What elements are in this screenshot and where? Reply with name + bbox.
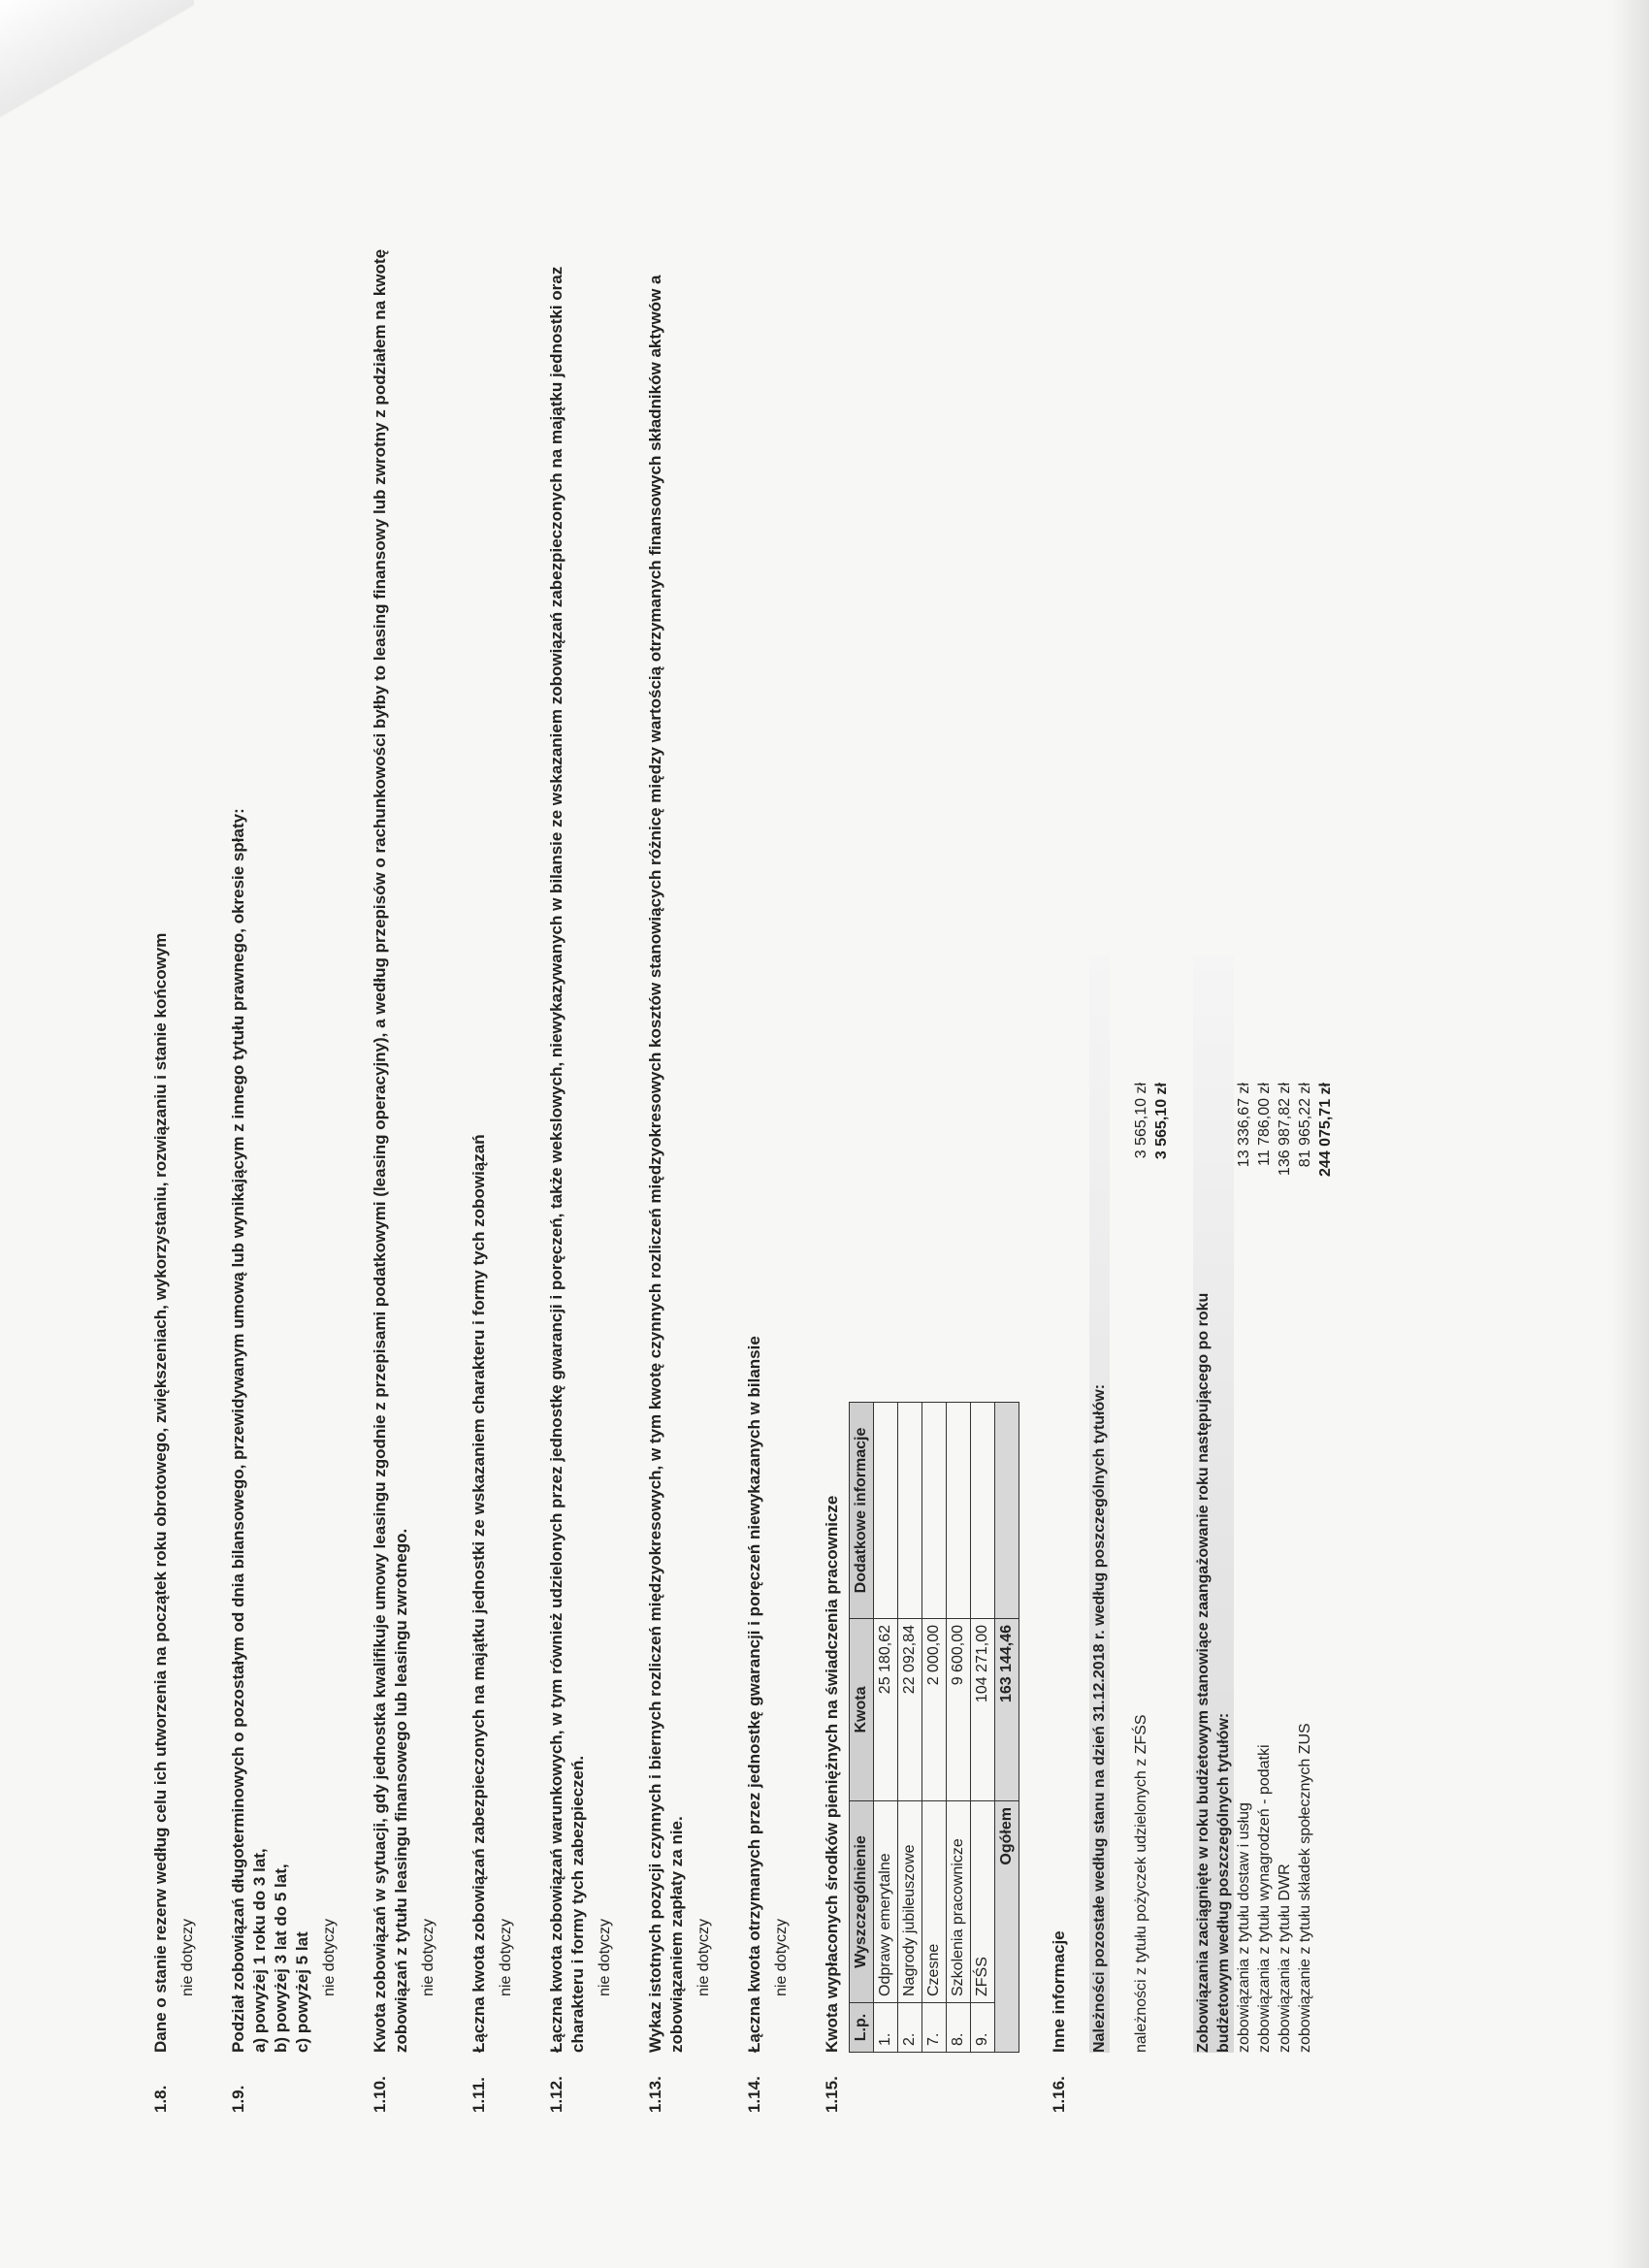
section-1-14 bbox=[744, 211, 792, 2113]
cell-amount: 22 092,84 bbox=[898, 1619, 922, 1801]
table-row bbox=[922, 1403, 947, 2053]
cell-item: Czesne bbox=[922, 1801, 947, 2003]
employee-benefits-table bbox=[849, 1402, 1019, 2053]
receivables-value: 3 565,10 zł bbox=[1133, 1083, 1149, 1159]
section-number: 1.12. bbox=[547, 2076, 566, 2113]
option-c: c) powyżej 5 lat bbox=[293, 1931, 311, 2053]
section-1-12 bbox=[546, 211, 616, 2113]
cell-lp: 9. bbox=[971, 2003, 995, 2053]
liabilities-header-text-1: Zobowiązania zaciągnięte w roku budżetowym stanowiące zaangażowanie roku następującego po roku bbox=[1195, 1292, 1212, 2053]
receivables-total-row bbox=[1151, 956, 1172, 2053]
section-title: Kwota wypłaconych środków pieniężnych na świadczenia pracownicze bbox=[823, 1495, 841, 2053]
section-1-15 bbox=[822, 211, 1019, 2113]
liability-label: zobowiązanie z tytułu składek społecznych ZUS bbox=[1297, 1723, 1313, 2053]
liabilities-header-line-2 bbox=[1213, 956, 1234, 2053]
table-row bbox=[971, 1403, 995, 2053]
section-title: Dane o stanie rezerw według celu ich utworzenia na początek roku obrotowego, zwiększeniach, wykorzystaniu, rozwiązaniu i stanie końcowym bbox=[151, 932, 170, 2053]
table-total-row bbox=[995, 1403, 1019, 2053]
section-1-10 bbox=[370, 211, 439, 2113]
section-title: Podział zobowiązań długoterminowych o pozostałym od dnia bilansowego, przewidywanym umową lub wynikającym z innego tytułu prawnego, okresie spłaty: bbox=[229, 808, 247, 2053]
not-applicable-note: nie dotyczy bbox=[179, 1918, 196, 1996]
cell-lp: 8. bbox=[947, 2003, 971, 2053]
liability-value: 136 987,82 zł bbox=[1277, 1083, 1293, 1177]
section-number: 1.8. bbox=[151, 2085, 170, 2113]
col-header-notes: Dodatkowe informacje bbox=[850, 1403, 874, 1619]
section-title: Wykaz istotnych pozycji czynnych i biernych rozliczeń międzyokresowych, w tym kwotę czynnych rozliczeń międzyokresowych kosztów stanowiących różnicę między wartością otrzymanych finansowych składników aktywów a zobowiązaniem zapłaty za nie. bbox=[646, 275, 686, 2053]
section-title: Inne informacje bbox=[1050, 1930, 1068, 2053]
section-number: 1.11. bbox=[469, 2077, 488, 2113]
col-header-amount: Kwota bbox=[850, 1619, 874, 1801]
cell-amount: 2 000,00 bbox=[922, 1619, 947, 1801]
section-1-11 bbox=[469, 211, 517, 2113]
liability-row bbox=[1254, 956, 1275, 2053]
total-label: Ogółem bbox=[995, 1801, 1019, 2053]
cell-item: Szkolenia pracownicze bbox=[947, 1801, 971, 2003]
table-row bbox=[874, 1403, 898, 2053]
receivables-header-text: Należności pozostałe według stanu na dzień 31.12.2018 r. według poszczególnych tytułów: bbox=[1091, 1383, 1108, 2053]
section-number: 1.9. bbox=[229, 2085, 247, 2113]
not-applicable-note: nie dotyczy bbox=[498, 1918, 514, 1996]
liability-row bbox=[1234, 956, 1254, 2053]
liability-row bbox=[1295, 956, 1315, 2053]
section-1-8 bbox=[150, 211, 199, 2113]
section-title: Łączna kwota zobowiązań zabezpieczonych na majątku jednostki ze wskazaniem charakteru i formy tych zobowiązań bbox=[469, 1134, 488, 2053]
option-a: a) powyżej 1 roku do 3 lat, bbox=[250, 1848, 269, 2053]
section-1-16 bbox=[1049, 211, 1336, 2113]
section-1-9 bbox=[228, 211, 340, 2113]
cell-notes bbox=[947, 1403, 971, 1619]
table-header-row bbox=[850, 1403, 874, 2053]
liability-value: 11 786,00 zł bbox=[1256, 1083, 1273, 1166]
cell-amount: 104 271,00 bbox=[971, 1619, 995, 1801]
option-b: b) powyżej 3 lat do 5 lat, bbox=[272, 1863, 290, 2053]
section-number: 1.14. bbox=[745, 2076, 763, 2113]
liabilities-total: 244 075,71 zł bbox=[1317, 1083, 1334, 1177]
liability-label: zobowiązania z tytułu wynagrodzeń - podatki bbox=[1256, 1744, 1273, 2053]
cell-amount: 25 180,62 bbox=[874, 1619, 898, 1801]
liability-value: 13 336,67 zł bbox=[1236, 1083, 1252, 1168]
section-title: Łączna kwota otrzymanych przez jednostkę gwarancji i poręczeń niewykazanych w bilansie bbox=[745, 1336, 763, 2053]
liability-value: 81 965,22 zł bbox=[1297, 1083, 1313, 1168]
not-applicable-note: nie dotyczy bbox=[773, 1918, 790, 1996]
receivables-total: 3 565,10 zł bbox=[1153, 1083, 1170, 1160]
liabilities-header-text-2: budżetowym według poszczególnych tytułów: bbox=[1215, 1712, 1232, 2053]
cell-amount: 9 600,00 bbox=[947, 1619, 971, 1801]
cell-notes bbox=[898, 1403, 922, 1619]
liability-label: zobowiązania z tytułu dostaw i usług bbox=[1236, 1802, 1252, 2053]
liability-row bbox=[1275, 956, 1295, 2053]
section-title: Kwota zobowiązań w sytuacji, gdy jednostka kwalifikuje umowy leasingu zgodnie z przepisami podatkowymi (leasing operacyjny), a według przepisów o rachunkowości byłby to leasing finansowy lub zwrotny z podziałem na kwotę zobowiązań z tytułu leasingu finansowego lub leasingu zwrotnego. bbox=[371, 248, 410, 2053]
total-notes bbox=[995, 1403, 1019, 1619]
section-number: 1.15. bbox=[823, 2076, 841, 2113]
receivables-header bbox=[1089, 956, 1110, 2053]
section-number: 1.16. bbox=[1050, 2076, 1068, 2113]
section-number: 1.10. bbox=[371, 2076, 389, 2113]
receivables-label: należności z tytułu pożyczek udzielonych z ZFŚS bbox=[1133, 1714, 1149, 2053]
not-applicable-note: nie dotyczy bbox=[420, 1918, 436, 1996]
total-amount: 163 144,46 bbox=[995, 1619, 1019, 1801]
liabilities-header-line-1 bbox=[1193, 956, 1213, 2053]
other-info-box bbox=[1089, 956, 1336, 2053]
section-number: 1.13. bbox=[646, 2076, 664, 2113]
col-header-lp: L.p. bbox=[850, 2003, 874, 2053]
col-header-item: Wyszczególnienie bbox=[850, 1801, 874, 2003]
liabilities-total-row bbox=[1315, 956, 1336, 2053]
document-body bbox=[150, 211, 1365, 2113]
cell-lp: 2. bbox=[898, 2003, 922, 2053]
cell-item: ZFŚS bbox=[971, 1801, 995, 2003]
table-row bbox=[947, 1403, 971, 2053]
cell-notes bbox=[922, 1403, 947, 1619]
not-applicable-note: nie dotyczy bbox=[597, 1918, 613, 1996]
cell-item: Odprawy emerytalne bbox=[874, 1801, 898, 2003]
table-row bbox=[898, 1403, 922, 2053]
not-applicable-note: nie dotyczy bbox=[695, 1918, 712, 1996]
liability-label: zobowiązania z tytułu DWR bbox=[1277, 1863, 1293, 2053]
cell-item: Nagrody jubileuszowe bbox=[898, 1801, 922, 2003]
cell-notes bbox=[874, 1403, 898, 1619]
cell-lp: 7. bbox=[922, 2003, 947, 2053]
receivables-row bbox=[1131, 956, 1151, 2053]
section-title: Łączna kwota zobowiązań warunkowych, w tym również udzielonych przez jednostkę gwarancji i poręczeń, także wekslowych, niewykazywanych w bilansie ze wskazaniem zobowiązań zabezpieczonych na majątku jednostki oraz charakteru i formy tych zabezpieczeń. bbox=[547, 266, 587, 2053]
not-applicable-note: nie dotyczy bbox=[321, 1918, 338, 1996]
cell-lp: 1. bbox=[874, 2003, 898, 2053]
section-1-13 bbox=[645, 211, 715, 2113]
cell-notes bbox=[971, 1403, 995, 1619]
